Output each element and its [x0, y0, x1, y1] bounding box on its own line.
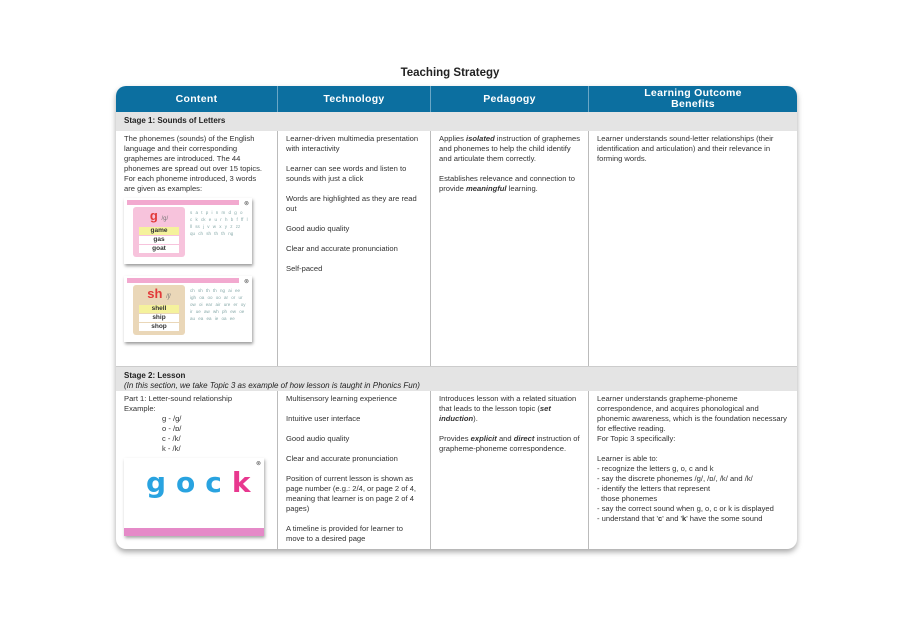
text: ' have the some sound: [686, 514, 763, 523]
close-icon: ⊗: [243, 279, 249, 285]
outcome-text: Learner understands sound-letter relationships (their identification and articulation) and their relevance in forming words.: [597, 134, 774, 163]
tech-item: Learner-driven multimedia presentation with interactivity: [286, 134, 419, 153]
pedagogy-item: [439, 134, 580, 164]
thumb-letter: g: [149, 208, 158, 223]
stage1-content: [116, 131, 278, 366]
thumb-word: shop: [139, 323, 179, 331]
tech-item: A timeline is provided for learner to move to a desired page: [286, 524, 403, 543]
stage1-label: Stage 1: Sounds of Letters: [124, 116, 226, 125]
example-item: o - /ɒ/: [162, 424, 182, 433]
outcome-able: Learner is able to:: [597, 454, 658, 463]
thumb-word: goat: [139, 245, 179, 253]
text: Establishes relevance and connection to provide: [439, 174, 575, 193]
emphasis: isolated: [466, 134, 495, 143]
emphasis: explicit: [470, 434, 497, 443]
page-title: Teaching Strategy: [400, 67, 500, 79]
lesson-screenshot: [124, 458, 264, 536]
thumb-phoneme: /ʃ/: [166, 294, 171, 300]
example-item: c - /k/: [162, 434, 181, 443]
close-icon: ⊗: [243, 201, 249, 207]
lesson-letter: o: [176, 466, 206, 499]
thumb-word: ship: [139, 314, 179, 322]
emphasis: direct: [513, 434, 535, 443]
stage1-pedagogy: [431, 131, 589, 366]
outcome-item: [597, 514, 789, 524]
outcome-item: - say the discrete phonemes /g/, /ɒ/, /k/ and /k/: [597, 474, 753, 483]
text: Applies: [439, 134, 467, 143]
thumb-word: game: [139, 227, 179, 235]
thumb-phoneme: /g/: [161, 216, 169, 222]
content-example-label: Example:: [124, 404, 156, 413]
text: - understand that ': [597, 514, 658, 523]
phoneme-sh-thumbnail: ⊗ sh /ʃ/ shell ship shop ch sh th th ng ai ee igh oa oo oo ar or ur ow oi ear air ure er oy ir ue aw wh ph ew oe au ea ea ie oa ee: [124, 276, 252, 342]
header-content: Content: [116, 86, 278, 112]
close-icon: ⊗: [255, 461, 261, 467]
pedagogy-item: [439, 394, 580, 424]
example-item: g - /g/: [162, 414, 182, 423]
phoneme-g-thumbnail: ⊗ g /g/ game gas goat s a t p i n m d g o c k ck e u r h b f ff l ll ss j v w x y z zz qu ch sh th th ng: [124, 198, 252, 264]
lesson-letter: k: [231, 466, 261, 499]
pedagogy-item: [439, 174, 580, 194]
text: Provides: [439, 434, 471, 443]
text: instruction of graphemes and phonemes to help the child identify and articulate them correctly.: [439, 134, 580, 163]
stage2-technology: [278, 391, 431, 549]
table-header: [116, 86, 797, 112]
text: k: [682, 514, 687, 523]
tech-item: Good audio quality: [286, 434, 350, 443]
lesson-letter: g: [146, 466, 177, 499]
outcome-item: - say the correct sound when g, o, c or k is displayed: [597, 504, 774, 513]
thumb-letter: sh: [147, 286, 163, 301]
stage1-outcome: [589, 131, 797, 366]
tech-item: Multisensory learning experience: [286, 394, 398, 403]
stage1-technology: [278, 131, 431, 366]
tech-item: Words are highlighted as they are read out: [286, 194, 417, 213]
lesson-letter: c: [205, 466, 232, 499]
pedagogy-item: [439, 434, 580, 454]
tech-item: Position of current lesson is shown as page number (e.g.: 2/4, or page 2 of 4, meaning that learner is on page 2 of 4 pages): [286, 474, 417, 513]
outcome-item: - recognize the letters g, o, c and k: [597, 464, 714, 473]
tech-item: Clear and accurate pronunciation: [286, 244, 398, 253]
text: c: [657, 514, 663, 523]
header-pedagogy: Pedagogy: [431, 86, 589, 112]
tech-item: Good audio quality: [286, 224, 350, 233]
header-technology: Technology: [278, 86, 431, 112]
header-learning-outcome: Learning Outcome Benefits: [644, 87, 742, 110]
example-item: k - /k/: [162, 444, 181, 453]
stage2-pedagogy: [431, 391, 589, 549]
text: learning.: [506, 184, 538, 193]
emphasis: set induction: [439, 404, 551, 423]
stage2-row: [116, 391, 797, 549]
text: Introduces lesson with a related situation that leads to the lesson topic (: [439, 394, 577, 413]
stage1-row: [116, 131, 797, 366]
stage2-note: (In this section, we take Topic 3 as example of how lesson is taught in Phonics Fun): [124, 381, 420, 390]
lesson-toolbar: [124, 528, 264, 536]
outcome-item: - identify the letters that represent those phonemes: [597, 484, 711, 503]
thumb-word: gas: [139, 236, 179, 244]
emphasis: meaningful: [466, 184, 507, 193]
stage1-bar: [116, 112, 797, 131]
outcome-topic: For Topic 3 specifically:: [597, 434, 676, 443]
thumb-word: shell: [139, 305, 179, 313]
text: ' and ': [662, 514, 683, 523]
text: instruction of grapheme-phoneme correspondence.: [439, 434, 580, 453]
stage2-bar: [116, 366, 797, 391]
tech-item: Intuitive user interface: [286, 414, 361, 423]
content-title: Part 1: Letter-sound relationship: [124, 394, 233, 403]
outcome-intro: Learner understands grapheme-phoneme correspondence, and acquires phonological and phonemic awareness, which is the foundation necessary for effective reading.: [597, 394, 787, 433]
stage2-outcome: [589, 391, 797, 549]
tech-item: Self-paced: [286, 264, 323, 273]
text: ).: [473, 414, 478, 423]
tech-item: Learner can see words and listen to sounds with just a click: [286, 164, 407, 183]
teaching-strategy-table: [116, 86, 797, 549]
stage2-content: [116, 391, 278, 549]
stage1-content-text: The phonemes (sounds) of the English language and their corresponding graphemes are introduced. The 44 phonemes are spread out over 15 topics. For each phoneme introduced, 3 words are given as examples:: [124, 134, 263, 193]
tech-item: Clear and accurate pronunciation: [286, 454, 398, 463]
text: and: [496, 434, 514, 443]
stage2-label: Stage 2: Lesson: [124, 371, 186, 380]
